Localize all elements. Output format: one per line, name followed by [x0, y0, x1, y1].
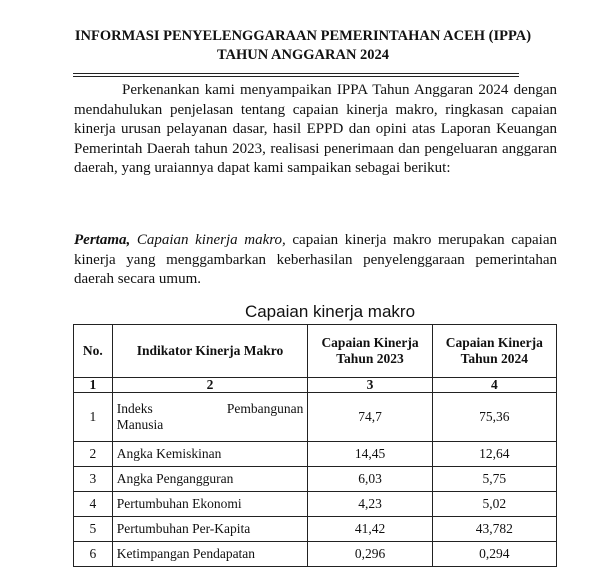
- indicator-name: Pertumbuhan Per-Kapita: [112, 517, 308, 542]
- header-2023: Capaian Kinerja Tahun 2023: [308, 325, 432, 378]
- column-number-row: [74, 378, 557, 393]
- value-2024: 43,782: [432, 517, 556, 542]
- value-2023: 6,03: [308, 467, 432, 492]
- table-row: [74, 467, 557, 492]
- section-paragraph: [74, 231, 557, 290]
- header-2024: Capaian Kinerja Tahun 2024: [432, 325, 556, 378]
- section-text: , capaian kinerja makro merupakan capaian kinerja yang menggambarkan keberhasilan penyelenggaraan pemerintahan daerah secara umum.: [74, 232, 558, 287]
- title-line-1: INFORMASI PENYELENGGARAAN PEMERINTAHAN ACEH (IPPA): [74, 28, 532, 44]
- indicator-name-part: Manusia: [116, 417, 164, 432]
- table-row: [74, 442, 557, 467]
- indicator-name: Ketimpangan Pendapatan: [112, 542, 308, 567]
- indicator-name: [112, 393, 308, 442]
- title-divider-bottom: [73, 76, 519, 77]
- row-number: 1: [74, 393, 113, 442]
- section-lead-bold: Pertama,: [74, 232, 131, 248]
- table-row: [74, 517, 557, 542]
- table-header-row: [74, 325, 557, 378]
- value-2023: 0,296: [308, 542, 432, 567]
- indicator-name: Angka Kemiskinan: [112, 442, 308, 467]
- value-2024: 5,02: [432, 492, 556, 517]
- header-indicator: Indikator Kinerja Makro: [112, 325, 308, 378]
- column-number: 2: [112, 378, 308, 393]
- table-row: [74, 393, 557, 442]
- row-number: 6: [74, 542, 113, 567]
- indicator-name-part: Pembangunan: [226, 401, 304, 416]
- value-2023: 4,23: [308, 492, 432, 517]
- macro-performance-table: [73, 324, 557, 567]
- column-number: 3: [308, 378, 432, 393]
- value-2023: 41,42: [308, 517, 432, 542]
- document-title: [0, 27, 606, 65]
- value-2023: 14,45: [308, 442, 432, 467]
- title-divider-top: [73, 73, 519, 74]
- column-number: 4: [432, 378, 556, 393]
- indicator-name: Angka Pengangguran: [112, 467, 308, 492]
- table-row: [74, 542, 557, 567]
- column-number: 1: [74, 378, 113, 393]
- table-caption: Capaian kinerja makro: [244, 302, 416, 321]
- row-number: 4: [74, 492, 113, 517]
- title-line-2: TAHUN ANGGARAN 2024: [216, 47, 390, 63]
- value-2024: 75,36: [432, 393, 556, 442]
- indicator-name: Pertumbuhan Ekonomi: [112, 492, 308, 517]
- value-2023: 74,7: [308, 393, 432, 442]
- row-number: 3: [74, 467, 113, 492]
- value-2024: 0,294: [432, 542, 556, 567]
- intro-paragraph: Perkenankan kami menyampaikan IPPA Tahun Anggaran 2024 dengan mendahulukan penjelasan tentang capaian kinerja makro, ringkasan capaian kinerja urusan pelayanan dasar, hasil EPPD dan opini atas Laporan Keuangan Pemerintah Daerah tahun 2023, realisasi penerimaan dan pengeluaran anggaran daerah, yang uraiannya dapat kami sampaikan sebagai berikut:: [74, 82, 557, 176]
- row-number: 5: [74, 517, 113, 542]
- table-row: [74, 492, 557, 517]
- value-2024: 5,75: [432, 467, 556, 492]
- value-2024: 12,64: [432, 442, 556, 467]
- indicator-name-part: Indeks: [116, 401, 153, 416]
- row-number: 2: [74, 442, 113, 467]
- section-lead-italic: Capaian kinerja makro: [136, 232, 283, 248]
- header-no: No.: [74, 325, 113, 378]
